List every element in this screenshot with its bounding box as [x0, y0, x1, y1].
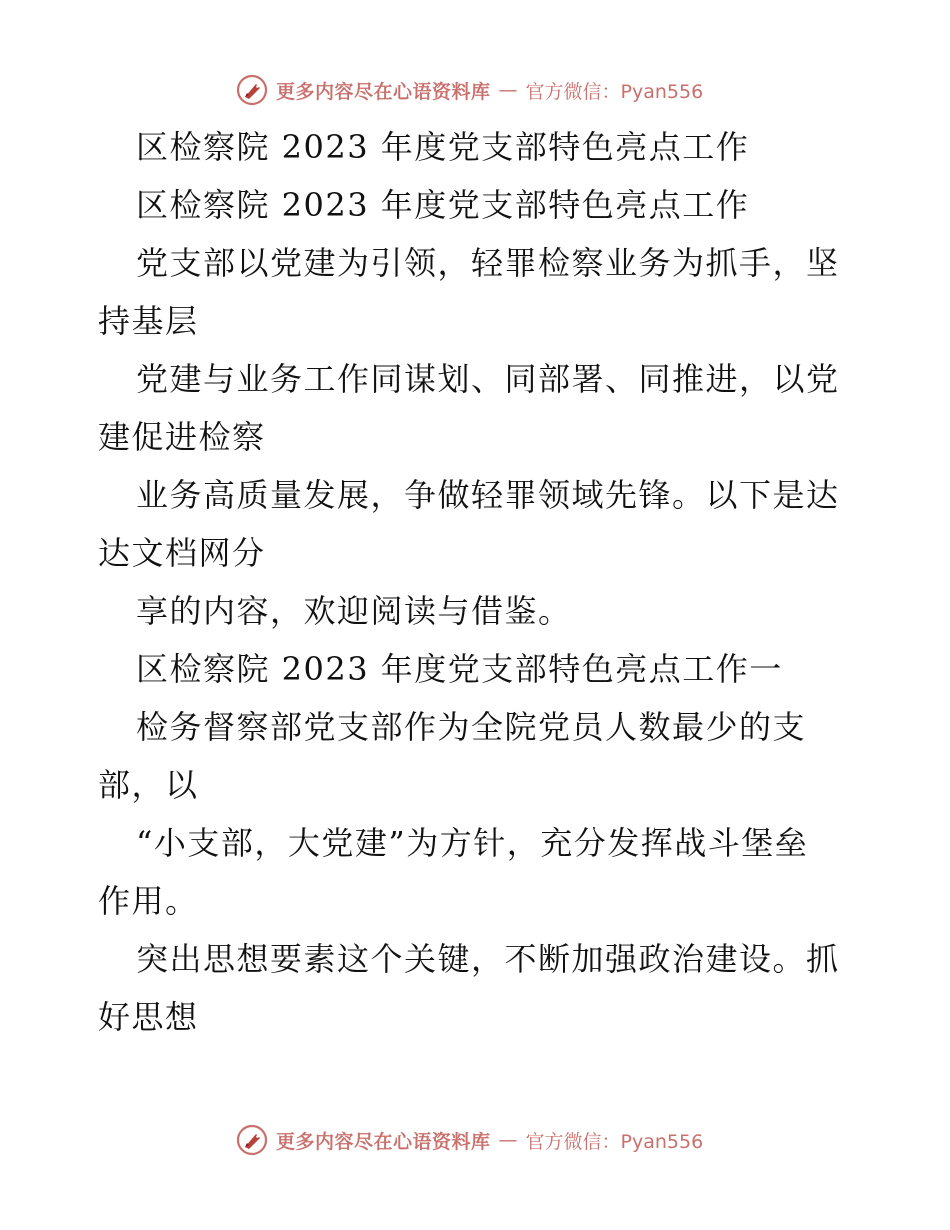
paragraph-line: 享的内容，欢迎阅读与借鉴。	[136, 592, 572, 630]
paragraph-line: 突出思想要素这个关键，不断加强政治建设。抓	[136, 940, 840, 978]
paragraph-line: 持基层	[98, 302, 199, 340]
footer-brand-text: 更多内容尽在心语资料库	[276, 1130, 491, 1153]
header-watermark	[236, 72, 703, 108]
paragraph-line: 业务高质量发展，争做轻罪领域先锋。以下是达	[136, 476, 840, 514]
paragraph-line: 建促进检察	[98, 418, 266, 456]
header-dash: —	[498, 79, 518, 101]
doc-title-line: 区检察院 2023 年度党支部特色亮点工作	[136, 128, 750, 166]
paragraph-line: 达文档网分	[98, 534, 266, 572]
doc-title-line: 区检察院 2023 年度党支部特色亮点工作	[136, 186, 750, 224]
pen-nib-logo-icon	[236, 1124, 268, 1156]
footer-dash: —	[498, 1129, 518, 1151]
document-body	[98, 118, 858, 1046]
footer-watermark	[236, 1122, 703, 1158]
paragraph-line: 作用。	[98, 882, 199, 920]
paragraph-line: 党建与业务工作同谋划、同部署、同推进，以党	[136, 360, 840, 398]
header-brand-text: 更多内容尽在心语资料库	[276, 80, 491, 103]
paragraph-line: 好思想	[98, 998, 199, 1036]
section-heading-line: 区检察院 2023 年度党支部特色亮点工作一	[136, 650, 783, 688]
paragraph-line: 部，以	[98, 766, 199, 804]
pen-nib-logo-icon	[236, 74, 268, 106]
footer-contact: 官方微信：Pyan556	[525, 1130, 704, 1153]
paragraph-line: “小支部，大党建”为方针，充分发挥战斗堡垒	[136, 824, 809, 862]
header-contact: 官方微信：Pyan556	[525, 80, 704, 103]
paragraph-line: 党支部以党建为引领，轻罪检察业务为抓手，坚	[136, 244, 840, 282]
paragraph-line: 检务督察部党支部作为全院党员人数最少的支	[136, 708, 807, 746]
